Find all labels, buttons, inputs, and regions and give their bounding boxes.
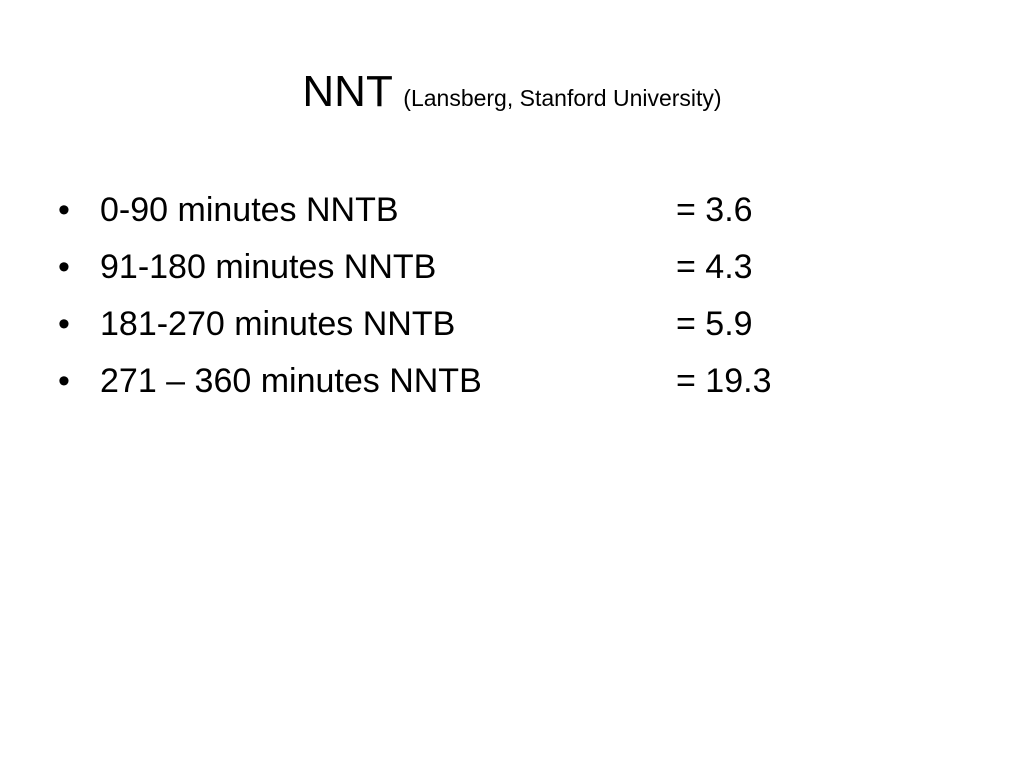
slide-title [0, 67, 1024, 116]
title-main: NNT [302, 67, 393, 116]
item-value: = 3.6 [676, 191, 753, 229]
bullet-icon: • [58, 305, 70, 343]
title-subtitle: (Lansberg, Stanford University) [403, 85, 722, 111]
item-label: 271 – 360 minutes NNTB [100, 362, 482, 400]
item-value: = 4.3 [676, 248, 753, 286]
bullet-icon: • [58, 362, 70, 400]
item-value: = 5.9 [676, 305, 753, 343]
bullet-icon: • [58, 191, 70, 229]
item-label: 91-180 minutes NNTB [100, 248, 437, 286]
item-label: 0-90 minutes NNTB [100, 191, 399, 229]
bullet-icon: • [58, 248, 70, 286]
item-label: 181-270 minutes NNTB [100, 305, 456, 343]
item-value: = 19.3 [676, 362, 772, 400]
